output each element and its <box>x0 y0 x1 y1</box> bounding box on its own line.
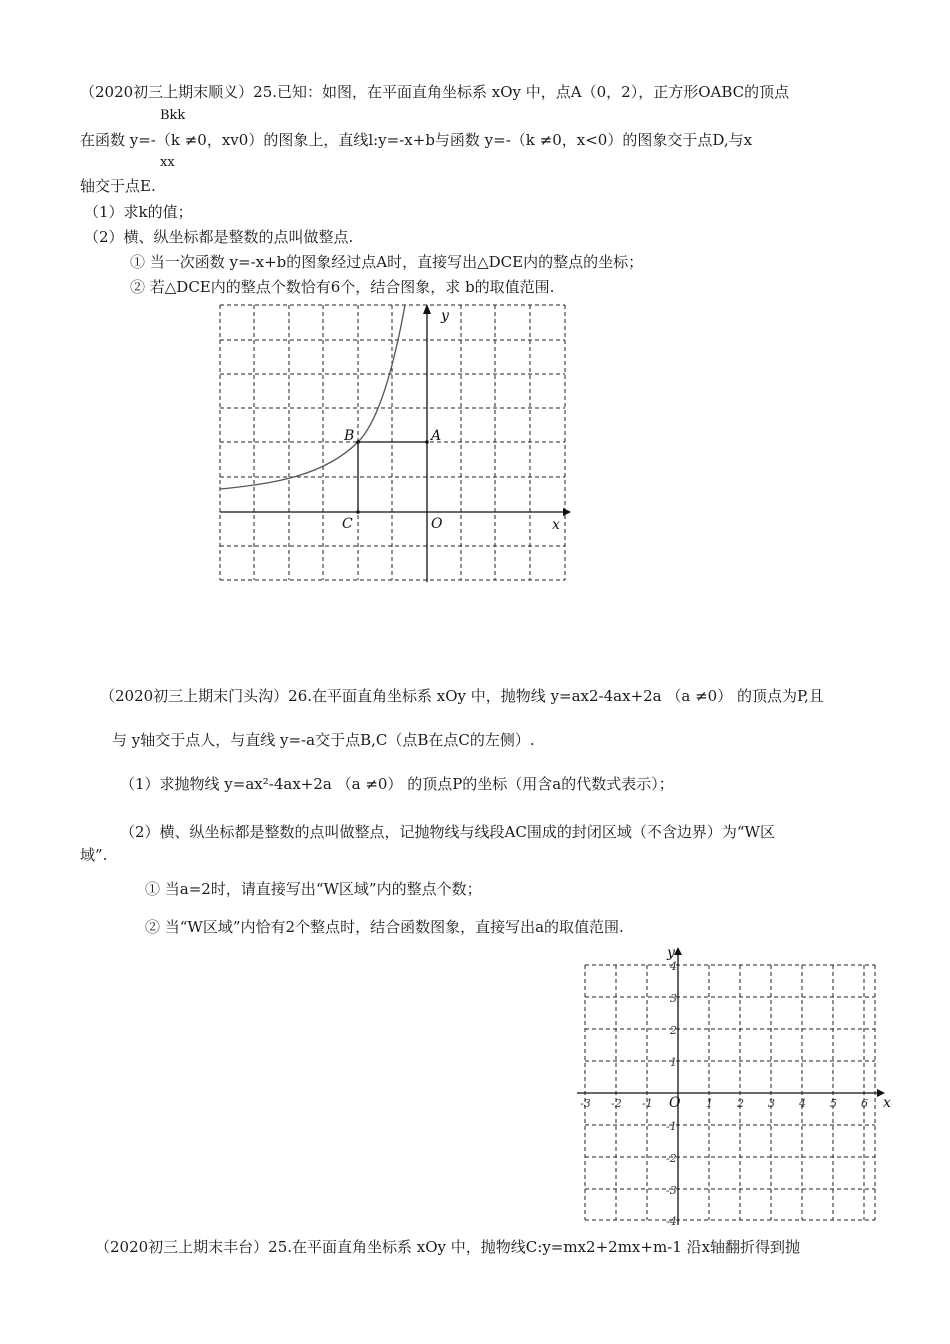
p25-hyperbola-curve <box>220 305 405 489</box>
x-tick: 2 <box>737 1097 744 1110</box>
y-tick: 3 <box>670 992 677 1005</box>
label-b: B <box>344 428 355 444</box>
p25-q1: （1）求k的值； <box>84 203 193 221</box>
y-tick: 4 <box>670 960 677 973</box>
label-c: C <box>342 516 353 532</box>
x-tick: 3 <box>768 1097 775 1110</box>
p25-x-label: x <box>552 517 560 533</box>
p26-graph <box>575 945 900 1230</box>
p26-line2: 与 y轴交于点人，与直线 y=-a交于点B,C（点B在点C的左侧）. <box>112 731 535 749</box>
y-tick: -3 <box>666 1184 677 1197</box>
p26-q2-1: ① 当a=2时，请直接写出“W区域”内的整点个数； <box>145 880 482 898</box>
p26-origin-label: O <box>669 1095 681 1111</box>
p25-q2: （2）横、纵坐标都是整数的点叫做整点. <box>84 228 354 246</box>
p26-q2-line1: （2）横、纵坐标都是整数的点叫做整点，记抛物线与线段AC围成的封闭区域（不含边界）为“W区 <box>120 823 775 841</box>
label-o: O <box>431 516 443 532</box>
p26-y-label: y <box>667 945 675 961</box>
p25-line2: 在函数 y=-（k ≠0，xv0）的图象上，直线l:y=-x+b与函数 y=-（k ≠0，x<0）的图象交于点D,与x <box>80 131 753 149</box>
x-tick: -1 <box>642 1097 653 1110</box>
y-tick: -2 <box>666 1152 677 1165</box>
p26-y-ticks <box>666 960 677 1228</box>
x-tick: 1 <box>706 1097 713 1110</box>
p25b-line1: （2020初三上期末丰台）25.在平面直角坐标系 xOy 中，抛物线C:y=mx2+2mx+m-1 沿x轴翻折得到抛 <box>95 1238 801 1256</box>
p26-q2-2: ② 当“W区域”内恰有2个整点时，结合函数图象，直接写出a的取值范围. <box>145 918 624 936</box>
y-tick: -4 <box>666 1215 677 1228</box>
x-tick: 4 <box>799 1097 806 1110</box>
p25-line2-sub: xx <box>160 155 175 170</box>
p26-axes <box>577 947 885 1225</box>
x-tick: 5 <box>830 1097 837 1110</box>
p25-q2-1: ① 当一次函数 y=-x+b的图象经过点A时，直接写出△DCE内的整点的坐标； <box>130 253 644 271</box>
p25-line3: 轴交于点E. <box>80 177 156 195</box>
x-tick: -3 <box>580 1097 591 1110</box>
p25-axes <box>220 304 571 582</box>
p26-x-label: x <box>883 1095 891 1111</box>
p25-q2-2: ② 若△DCE内的整点个数恰有6个，结合图象，求 b的取值范围. <box>130 278 555 296</box>
p26-q2-line2: 域”. <box>80 846 108 864</box>
point-b <box>356 440 360 444</box>
p25-graph <box>215 300 575 585</box>
p25-line1: （2020初三上期末顺义）25.已知：如图，在平面直角坐标系 xOy 中，点A（0，2），正方形OABC的顶点 <box>80 83 790 101</box>
x-tick: 6 <box>861 1097 868 1110</box>
p26-line1: （2020初三上期末门头沟）26.在平面直角坐标系 xOy 中，抛物线 y=ax2-4ax+2a （a ≠0） 的顶点为P,且 <box>100 687 824 705</box>
point-c <box>356 510 360 514</box>
point-a <box>425 440 429 444</box>
y-tick: 2 <box>670 1024 677 1037</box>
y-tick: -1 <box>666 1120 677 1133</box>
p26-q1: （1）求抛物线 y=ax²-4ax+2a （a ≠0） 的顶点P的坐标（用含a的代数式表示）； <box>120 775 674 793</box>
label-a: A <box>431 428 442 444</box>
x-tick: -2 <box>611 1097 622 1110</box>
p25-y-label: y <box>441 308 449 324</box>
p25-line1-sub: Bkk <box>160 108 186 123</box>
y-tick: 1 <box>670 1056 677 1069</box>
p26-x-ticks <box>580 1097 868 1110</box>
